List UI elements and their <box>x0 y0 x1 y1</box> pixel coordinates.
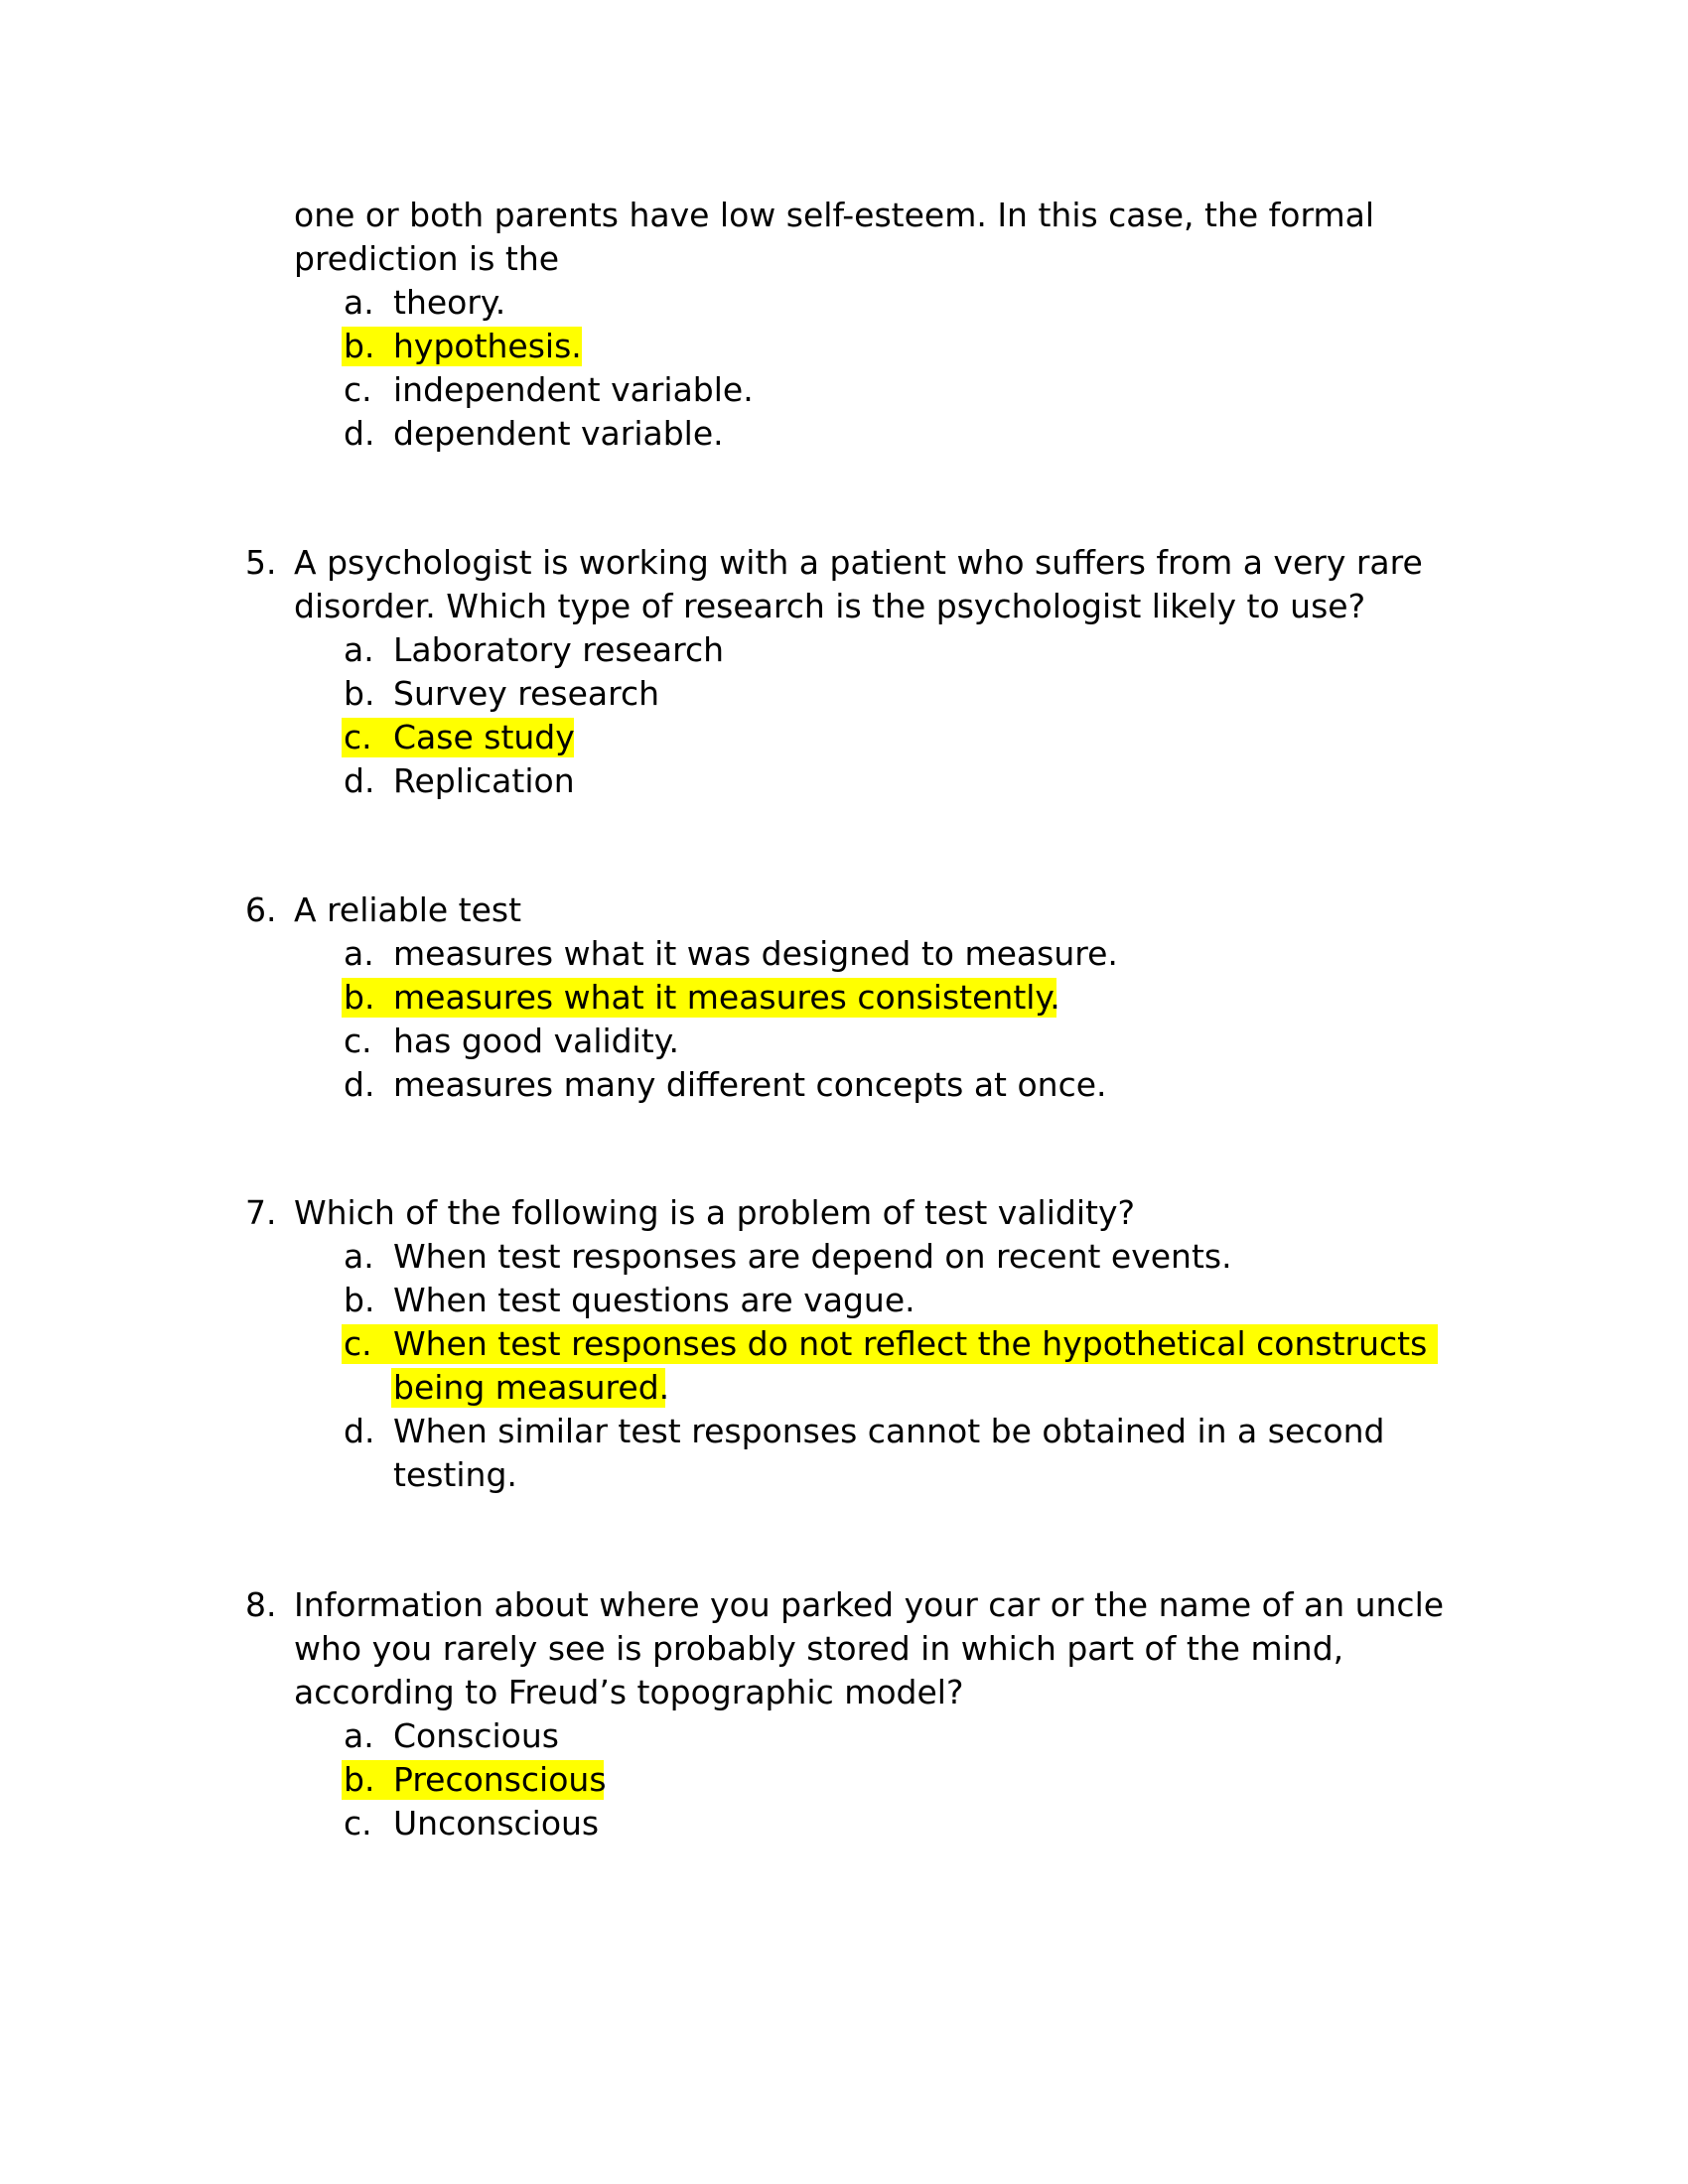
option-letter: b. <box>344 978 375 1017</box>
q8-option-c <box>344 1802 1237 1845</box>
option-letter: c. <box>344 1324 372 1363</box>
option-text: theory. <box>393 283 506 322</box>
q7-option-d-continued <box>344 1453 1436 1497</box>
q7-option-c-continued <box>344 1366 1436 1410</box>
q7-option-a <box>344 1235 1436 1279</box>
option-letter: a. <box>344 283 374 322</box>
q8-option-a <box>344 1714 1237 1758</box>
option-text: When similar test responses cannot be obtained in a second <box>393 1412 1385 1450</box>
q6-option-b <box>344 976 1336 1020</box>
q6-option-c <box>344 1020 1336 1063</box>
option-text: being measured. <box>393 1368 670 1407</box>
option-letter: b. <box>344 1760 375 1799</box>
question-6-number: 6. <box>245 890 277 929</box>
option-text: measures many different concepts at once. <box>393 1065 1107 1104</box>
option-text: hypothesis. <box>393 327 582 365</box>
option-text: When test responses are depend on recent events. <box>393 1237 1232 1276</box>
question-4-line-1: one or both parents have low self-esteem. In this case, the formal <box>294 196 1374 234</box>
q4-option-d <box>344 412 1237 456</box>
q5-option-c <box>344 716 1237 759</box>
q5-option-a <box>344 628 1237 672</box>
q4-option-a <box>344 281 1237 325</box>
option-text: dependent variable. <box>393 414 724 453</box>
option-letter: c. <box>344 1804 372 1843</box>
option-letter: d. <box>344 1412 375 1450</box>
question-8-number: 8. <box>245 1585 277 1624</box>
option-letter: c. <box>344 718 372 756</box>
option-letter: d. <box>344 1065 375 1104</box>
option-text: independent variable. <box>393 370 754 409</box>
question-5-number: 5. <box>245 543 277 582</box>
option-text: When test responses do not reflect the hypothetical constructs <box>393 1324 1428 1363</box>
option-letter: b. <box>344 1281 375 1319</box>
q5-option-d <box>344 759 1237 803</box>
question-4-line-2: prediction is the <box>294 239 560 278</box>
q7-option-d <box>344 1410 1436 1453</box>
option-letter: c. <box>344 1022 372 1060</box>
option-text: Conscious <box>393 1716 559 1755</box>
question-5-line-2: disorder. Which type of research is the psychologist likely to use? <box>294 587 1366 625</box>
option-text: has good validity. <box>393 1022 680 1060</box>
question-6-line-1: A reliable test <box>294 890 522 929</box>
option-letter: a. <box>344 1237 374 1276</box>
question-8-line-2: who you rarely see is probably stored in which part of the mind, <box>294 1629 1344 1668</box>
q8-option-b <box>344 1758 1237 1802</box>
option-text: Case study <box>393 718 575 756</box>
option-letter: c. <box>344 370 372 409</box>
option-text: measures what it was designed to measure. <box>393 934 1118 973</box>
q4-option-c <box>344 368 1237 412</box>
option-text: Survey research <box>393 674 660 713</box>
q5-option-b <box>344 672 1237 716</box>
q7-option-c <box>344 1322 1436 1366</box>
option-text: testing. <box>393 1455 517 1494</box>
q7-option-b <box>344 1279 1436 1322</box>
q6-option-d <box>344 1063 1336 1107</box>
option-text: Replication <box>393 761 575 800</box>
option-letter: b. <box>344 674 375 713</box>
option-letter: d. <box>344 761 375 800</box>
question-5-line-1: A psychologist is working with a patient who suffers from a very rare <box>294 543 1423 582</box>
q4-option-b <box>344 325 1237 368</box>
option-letter: b. <box>344 327 375 365</box>
question-7-number: 7. <box>245 1193 277 1232</box>
q6-option-a <box>344 932 1336 976</box>
question-7-line-1: Which of the following is a problem of test validity? <box>294 1193 1135 1232</box>
option-text: Unconscious <box>393 1804 600 1843</box>
option-letter: a. <box>344 630 374 669</box>
option-letter: d. <box>344 414 375 453</box>
option-letter: a. <box>344 934 374 973</box>
option-text: Laboratory research <box>393 630 725 669</box>
question-8-line-3: according to Freud’s topographic model? <box>294 1673 964 1711</box>
option-text: Preconscious <box>393 1760 607 1799</box>
option-text: measures what it measures consistently. <box>393 978 1060 1017</box>
option-letter: a. <box>344 1716 374 1755</box>
question-8-line-1: Information about where you parked your car or the name of an uncle <box>294 1585 1445 1624</box>
option-text: When test questions are vague. <box>393 1281 915 1319</box>
